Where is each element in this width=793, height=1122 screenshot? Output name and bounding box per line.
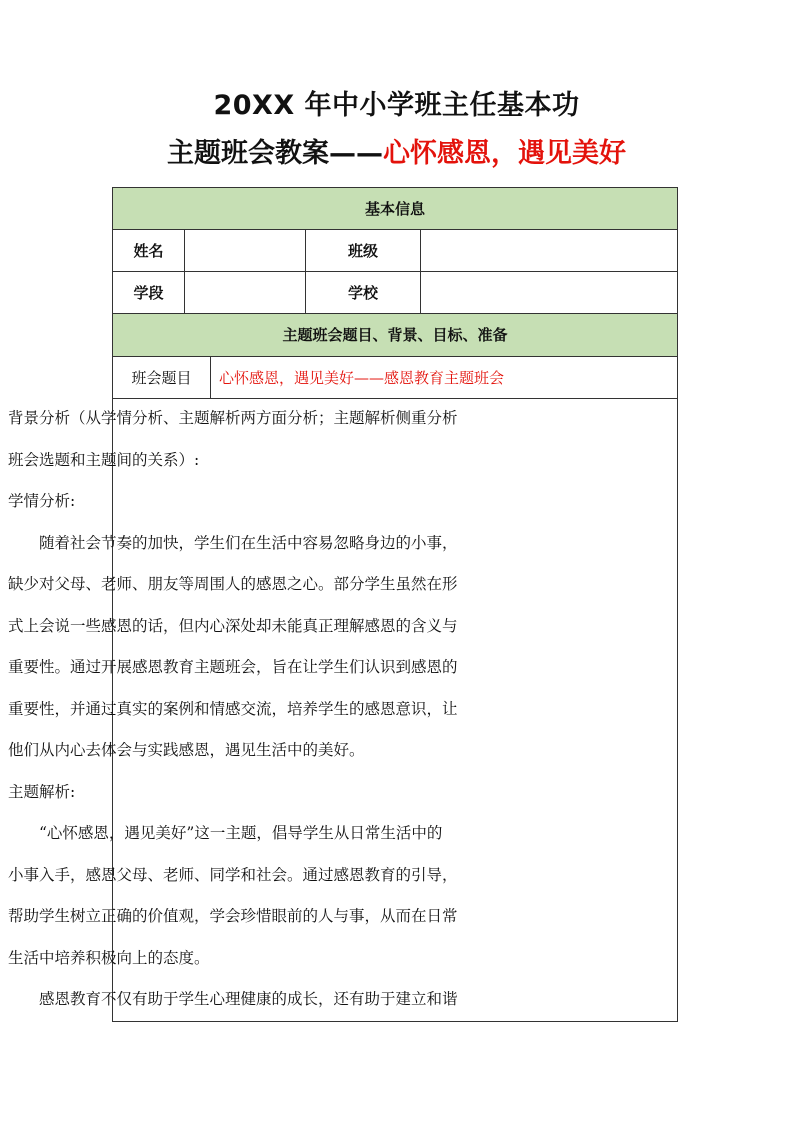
body-line: “心怀感恩，遇见美好”这一主题，倡导学生从日常生活中的 [39,824,443,842]
subheading-student-analysis: 学情分析: [8,492,76,510]
body-line: 式上会说一些感恩的话，但内心深处却未能真正理解感恩的含义与 [8,616,458,635]
body-line: 重要性。通过开展感恩教育主题班会，旨在让学生们认识到感恩的 [8,658,458,676]
class-field[interactable] [421,230,677,271]
info-row-1 [113,230,677,272]
topic-row [113,357,677,399]
basic-info-header: 基本信息 [113,188,677,230]
body-line: 随着社会节奏的加快，学生们在生活中容易忽略身边的小事， [39,533,458,552]
school-field[interactable] [421,272,677,313]
body-line: 背景分析（从学情分析、主题解析两方面分析；主题解析侧重分析 [8,409,458,427]
topic-value: 心怀感恩，遇见美好——感恩教育主题班会 [219,369,505,387]
name-field[interactable] [185,230,306,271]
info-row-2 [113,272,677,314]
subtitle-theme: 心怀感恩，遇见美好 [383,138,626,169]
stage-label: 学段 [113,272,185,313]
school-label: 学校 [306,272,421,313]
body-line: 生活中培养积极向上的态度。 [8,948,210,967]
topic-label: 班会题目 [113,357,211,398]
name-label: 姓名 [113,230,185,271]
document-subtitle [0,133,793,175]
body-line: 他们从内心去体会与实践感恩，遇见生活中的美好。 [8,741,365,759]
subtitle-prefix: 主题班会教案—— [167,138,383,169]
document-title: 20XX 年中小学班主任基本功 [213,90,580,121]
body-line: 班会选题和主题间的关系）: [8,450,200,469]
body-line: 缺少对父母、老师、朋友等周围人的感恩之心。部分学生虽然在形 [8,575,458,593]
subheading-theme-analysis: 主题解析: [8,782,76,801]
class-label: 班级 [306,230,421,271]
stage-field[interactable] [185,272,306,313]
body-line: 帮助学生树立正确的价值观，学会珍惜眼前的人与事，从而在日常 [8,907,458,925]
topic-section-header: 主题班会题目、背景、目标、准备 [113,314,677,357]
body-line: 小事入手，感恩父母、老师、同学和社会。通过感恩教育的引导， [8,865,458,884]
body-line: 感恩教育不仅有助于学生心理健康的成长，还有助于建立和谐 [39,990,458,1008]
body-line: 重要性，并通过真实的案例和情感交流，培养学生的感恩意识，让 [8,699,458,718]
background-analysis [8,398,558,1021]
